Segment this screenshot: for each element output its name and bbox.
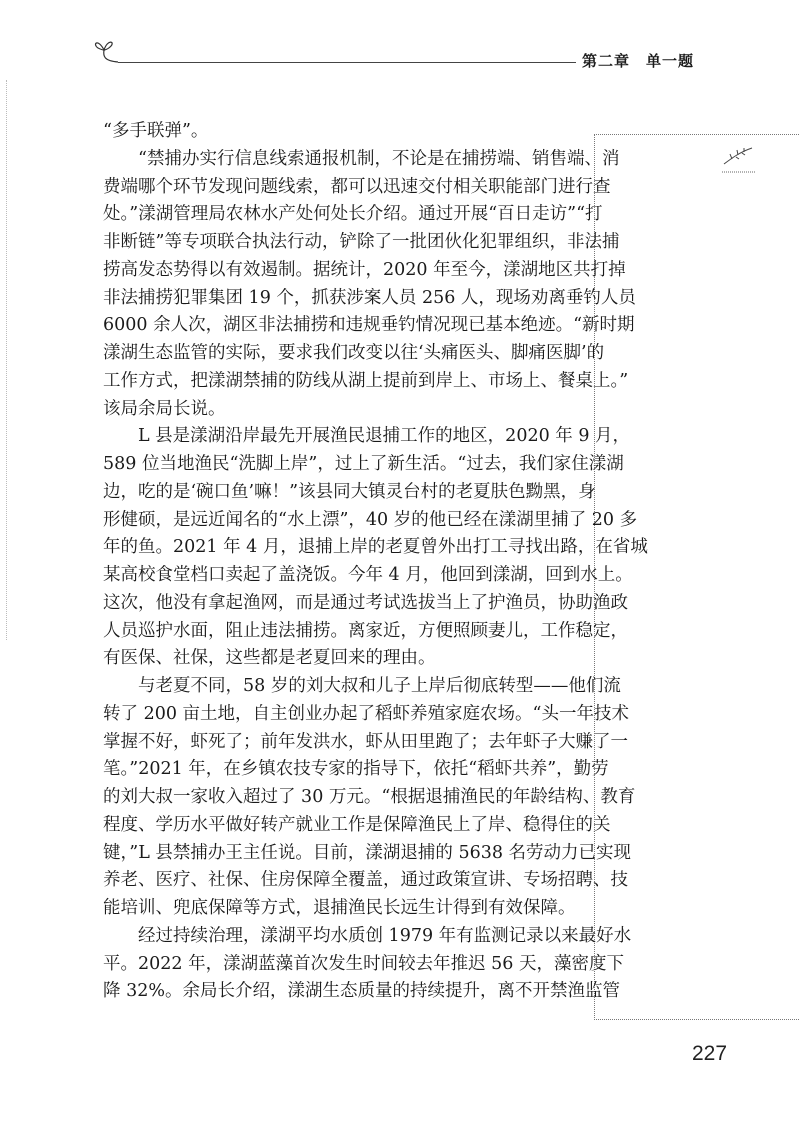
- text-line: 的刘大叔一家收入超过了 30 万元。“根据退捕渔民的年龄结构、教育: [103, 787, 636, 807]
- text-line: 捞高发态势得以有效遏制。据统计，2020 年至今，漾湖地区共打掉: [103, 259, 626, 280]
- text-line: 键，”L 县禁捕办王主任说。目前，漾湖退捕的 5638 名劳动力已实现: [103, 842, 632, 863]
- text-line: 程度、学历水平做好转产就业工作是保障渔民上了岸、稳得住的关: [103, 814, 611, 835]
- text-line: 养老、医疗、社保、住房保障全覆盖，通过政策宣讲、专场招聘、技: [103, 870, 628, 891]
- text-line: 边，吃的是‘碗口鱼’嘛！”该县同大镇灵台村的老夏肤色黝黑，身: [103, 481, 596, 502]
- text-line: 有医保、社保，这些都是老夏回来的理由。: [103, 648, 436, 669]
- text-line: 笔。”2021 年，在乡镇农技专家的指导下，依托“稻虾共养”，勤劳: [103, 759, 609, 780]
- text-line: 能培训、兜底保障等方式，退捕渔民长远生计得到有效保障。: [103, 898, 576, 918]
- text-line: 形健硕，是远近闻名的“水上漂”，40 岁的他已经在漾湖里捕了 20 多: [103, 509, 638, 530]
- text-line: 这次，他没有拿起渔网，而是通过考试选拔当上了护渔员，协助渔政: [103, 592, 628, 613]
- text-line: 某高校食堂档口卖起了盖浇饭。今年 4 月，他回到漾湖，回到水上。: [103, 565, 633, 585]
- paragraph: [103, 146, 636, 424]
- text-line: L 县是漾湖沿岸最先开展渔民退捕工作的地区，2020 年 9 月，: [138, 426, 631, 447]
- text-line: 漾湖生态监管的实际，要求我们改变以往‘头痛医头、脚痛医脚’的: [103, 343, 605, 363]
- text-line: 该局余局长说。: [103, 398, 226, 419]
- chapter-title: 第二章 单一题: [582, 52, 695, 70]
- sprout-icon: [92, 34, 122, 64]
- paragraph: [103, 423, 648, 673]
- text-line: 6000 余人次，湖区非法捕捞和违规垂钓情况现已基本绝迹。“新时期: [103, 315, 635, 336]
- text-line: 处。”漾湖管理局农林水产处何处长介绍。通过开展“百日走访”“打: [103, 204, 603, 225]
- text-line: 转了 200 亩土地，自主创业办起了稻虾养殖家庭农场。“头一年技术: [103, 703, 629, 724]
- page-edge-dots: [6, 80, 7, 640]
- article-body: [103, 118, 648, 1006]
- text-line: “禁捕办实行信息线索通报机制，不论是在捕捞端、销售端、消: [138, 148, 620, 169]
- text-line: 年的鱼。2021 年 4 月，退捕上岸的老夏曾外出打工寻找出路，在省城: [103, 537, 648, 558]
- text-line: “多手联弹”。: [103, 121, 209, 141]
- text-line: 降 32%。余局长介绍，漾湖生态质量的持续提升，离不开禁渔监管: [103, 981, 620, 1002]
- page-number: 227: [692, 1042, 728, 1065]
- text-line: 非断链”等专项联合执法行动，铲除了一批团伙化犯罪组织，非法捕: [103, 232, 620, 252]
- text-line: 平。2022 年，漾湖蓝藻首次发生时间较去年推迟 56 天，藻密度下: [103, 953, 624, 974]
- text-line: 非法捕捞犯罪集团 19 个，抓获涉案人员 256 人，现场劝离垂钓人员: [103, 287, 636, 308]
- text-line: 费端哪个环节发现问题线索，都可以迅速交付相关职能部门进行查: [103, 176, 611, 197]
- text-line: 经过持续治理，漾湖平均水质创 1979 年有监测记录以来最好水: [138, 925, 632, 946]
- paragraph: [103, 118, 594, 146]
- text-line: 人员巡护水面，阻止违法捕捞。离家近，方便照顾妻儿，工作稳定，: [103, 620, 628, 641]
- paragraph: [103, 923, 632, 1006]
- text-line: 掌握不好，虾死了；前年发洪水，虾从田里跑了；去年虾子大赚了一: [103, 731, 628, 752]
- text-line: 589 位当地渔民“洗脚上岸”，过上了新生活。“过去，我们家住漾湖: [103, 454, 624, 474]
- paragraph: [103, 673, 636, 923]
- text-line: 工作方式，把漾湖禁捕的防线从湖上提前到岸上、市场上、餐桌上。”: [103, 370, 629, 391]
- header-rule: [118, 62, 576, 63]
- leaf-icon: [718, 140, 758, 176]
- text-line: 与老夏不同，58 岁的刘大叔和儿子上岸后彻底转型——他们流: [138, 676, 621, 696]
